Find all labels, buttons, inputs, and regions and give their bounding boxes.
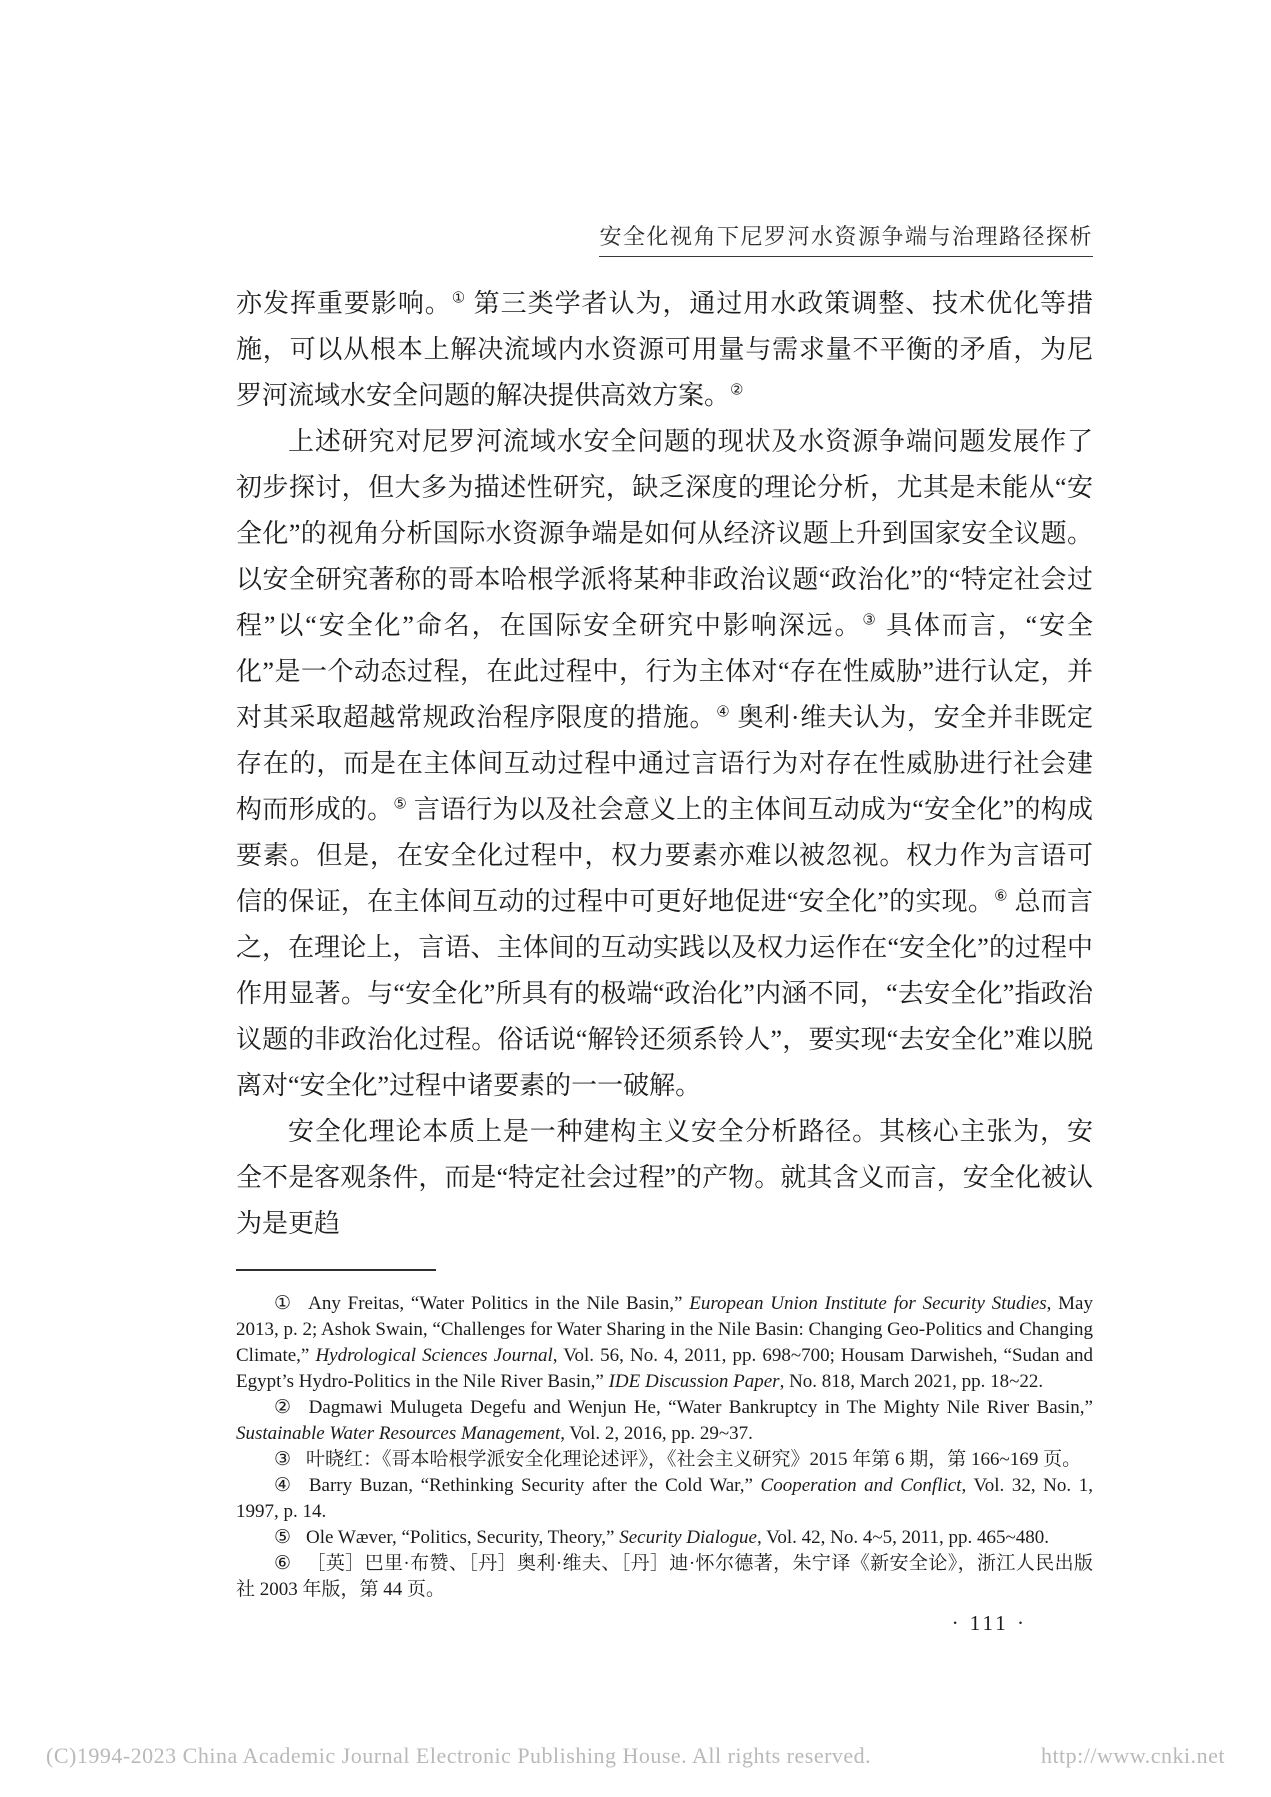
footnote-ref: ⑥ bbox=[994, 888, 1008, 905]
text-run: 总而言之，在理论上，言语、主体间的互动实践以及权力运作在“安全化”的过程中作用显著。与“安全化”所具有的极端“政治化”内涵不同，“去安全化”指政治议题的非政治化过程。俗话说“解铃还须系铃人”，要实现“去安全化”难以脱离对“安全化”过程中诸要素的一一破解。 bbox=[236, 887, 1093, 1100]
text-run: , Vol. 42, No. 4~5, 2011, pp. 465~480. bbox=[756, 1527, 1050, 1548]
text-run: Ole Wæver, “Politics, Security, Theory,” bbox=[306, 1527, 620, 1548]
body-paragraph bbox=[236, 281, 1093, 419]
text-run: , Vol. 56, No. 4, 2011, pp. 698~700; Housam Darwisheh, “Sudan and Egypt’s Hydro-Politics in the Nile River Basin,” bbox=[236, 1345, 1094, 1392]
italic-text-run: Sustainable Water Resources Management bbox=[236, 1423, 561, 1444]
footnote-marker: ① bbox=[274, 1293, 294, 1314]
italic-text-run: Hydrological Sciences Journal bbox=[315, 1345, 553, 1366]
footnote-ref: ③ bbox=[862, 612, 878, 629]
text-run: , May 2013, p. 2; Ashok Swain, “Challenges for Water Sharing in the Nile Basin: Changing Geo-Politics and Changing Climate,” bbox=[236, 1293, 1093, 1366]
text-run: , Vol. 32, No. 1, 1997, p. 14. bbox=[236, 1475, 1093, 1522]
footnote-item bbox=[236, 1551, 1093, 1603]
footnote-item bbox=[236, 1473, 1093, 1525]
copyright-footer bbox=[0, 1743, 1271, 1769]
footnote-ref: ② bbox=[730, 382, 744, 399]
text-run: Dagmawi Mulugeta Degefu and Wenjun He, “Water Bankruptcy in The Mighty Nile River Basin,” bbox=[308, 1397, 1093, 1418]
italic-text-run: Security Dialogue bbox=[619, 1527, 757, 1548]
page-header bbox=[236, 0, 1093, 257]
footnotes-section bbox=[236, 1291, 1093, 1603]
footnote-marker: ⑥ bbox=[274, 1553, 292, 1574]
text-run: Barry Buzan, “Rethinking Security after the Cold War,” bbox=[308, 1475, 761, 1496]
running-head-title: 安全化视角下尼罗河水资源争端与治理路径探析 bbox=[599, 220, 1093, 257]
copyright-text: (C)1994-2023 China Academic Journal Electronic Publishing House. All rights reserved. bbox=[46, 1743, 872, 1768]
text-run: 叶晓红：《哥本哈根学派安全化理论述评》，《社会主义研究》2015 年第 6 期，第 166~169 页。 bbox=[306, 1449, 1082, 1470]
text-run: 言语行为以及社会意义上的主体间互动成为“安全化”的构成要素。但是，在安全化过程中，权力要素亦难以被忽视。权力作为言语可信的保证，在主体间互动的过程中可更好地促进“安全化”的实现。 bbox=[236, 795, 1093, 916]
footnote-marker: ④ bbox=[274, 1475, 294, 1496]
footnote-ref: ④ bbox=[716, 704, 731, 721]
text-run: , No. 818, March 2021, pp. 18~22. bbox=[779, 1371, 1044, 1392]
footer-url: http://www.cnki.net bbox=[1040, 1743, 1225, 1768]
article-body bbox=[236, 281, 1093, 1247]
italic-text-run: European Union Institute for Security Studies bbox=[689, 1293, 1047, 1314]
footnote-marker: ③ bbox=[274, 1449, 292, 1470]
footnote-ref: ① bbox=[451, 290, 467, 307]
text-run: 亦发挥重要影响。 bbox=[236, 289, 452, 318]
text-run: ［英］巴里·布赞、［丹］奥利·维夫、［丹］迪·怀尔德著，朱宁译《新安全论》，浙江人民出版社 2003 年版，第 44 页。 bbox=[236, 1553, 1093, 1600]
body-paragraph bbox=[236, 419, 1093, 1109]
italic-text-run: Cooperation and Conflict bbox=[760, 1475, 962, 1496]
footnote-item bbox=[236, 1291, 1093, 1395]
footnote-marker: ② bbox=[274, 1397, 294, 1418]
footnote-item bbox=[236, 1395, 1093, 1447]
footnote-item bbox=[236, 1447, 1093, 1473]
footnote-separator bbox=[236, 1269, 436, 1271]
text-run: Any Freitas, “Water Politics in the Nile Basin,” bbox=[308, 1293, 690, 1314]
text-run: 上述研究对尼罗河流域水安全问题的现状及水资源争端问题发展作了初步探讨，但大多为描述性研究，缺乏深度的理论分析，尤其是未能从“安全化”的视角分析国际水资源争端是如何从经济议题上升到国家安全议题。以安全研究著称的哥本哈根学派将某种非政治议题“政治化”的“特定社会过程”以“安全化”命名，在国际安全研究中影响深远。 bbox=[236, 427, 1093, 640]
footnote-item bbox=[236, 1525, 1093, 1551]
footnote-ref: ⑤ bbox=[393, 796, 408, 813]
page-number: · 111 · bbox=[951, 1611, 1027, 1635]
text-run: 奥利·维夫认为，安全并非既定存在的，而是在主体间互动过程中通过言语行为对存在性威胁进行社会建构而形成的。 bbox=[236, 703, 1093, 824]
footnote-marker: ⑤ bbox=[274, 1527, 292, 1548]
body-paragraph bbox=[236, 1109, 1093, 1247]
text-run: 具体而言，“安全化”是一个动态过程，在此过程中，行为主体对“存在性威胁”进行认定，并对其采取超越常规政治程序限度的措施。 bbox=[236, 611, 1094, 732]
text-run: , Vol. 2, 2016, pp. 29~37. bbox=[560, 1423, 753, 1444]
text-run: 第三类学者认为，通过用水政策调整、技术优化等措施，可以从根本上解决流域内水资源可用量与需求量不平衡的矛盾，为尼罗河流域水安全问题的解决提供高效方案。 bbox=[236, 289, 1093, 410]
text-run: 安全化理论本质上是一种建构主义安全分析路径。其核心主张为，安全不是客观条件，而是“特定社会过程”的产物。就其含义而言，安全化被认为是更趋 bbox=[236, 1117, 1093, 1238]
italic-text-run: IDE Discussion Paper bbox=[608, 1371, 780, 1392]
